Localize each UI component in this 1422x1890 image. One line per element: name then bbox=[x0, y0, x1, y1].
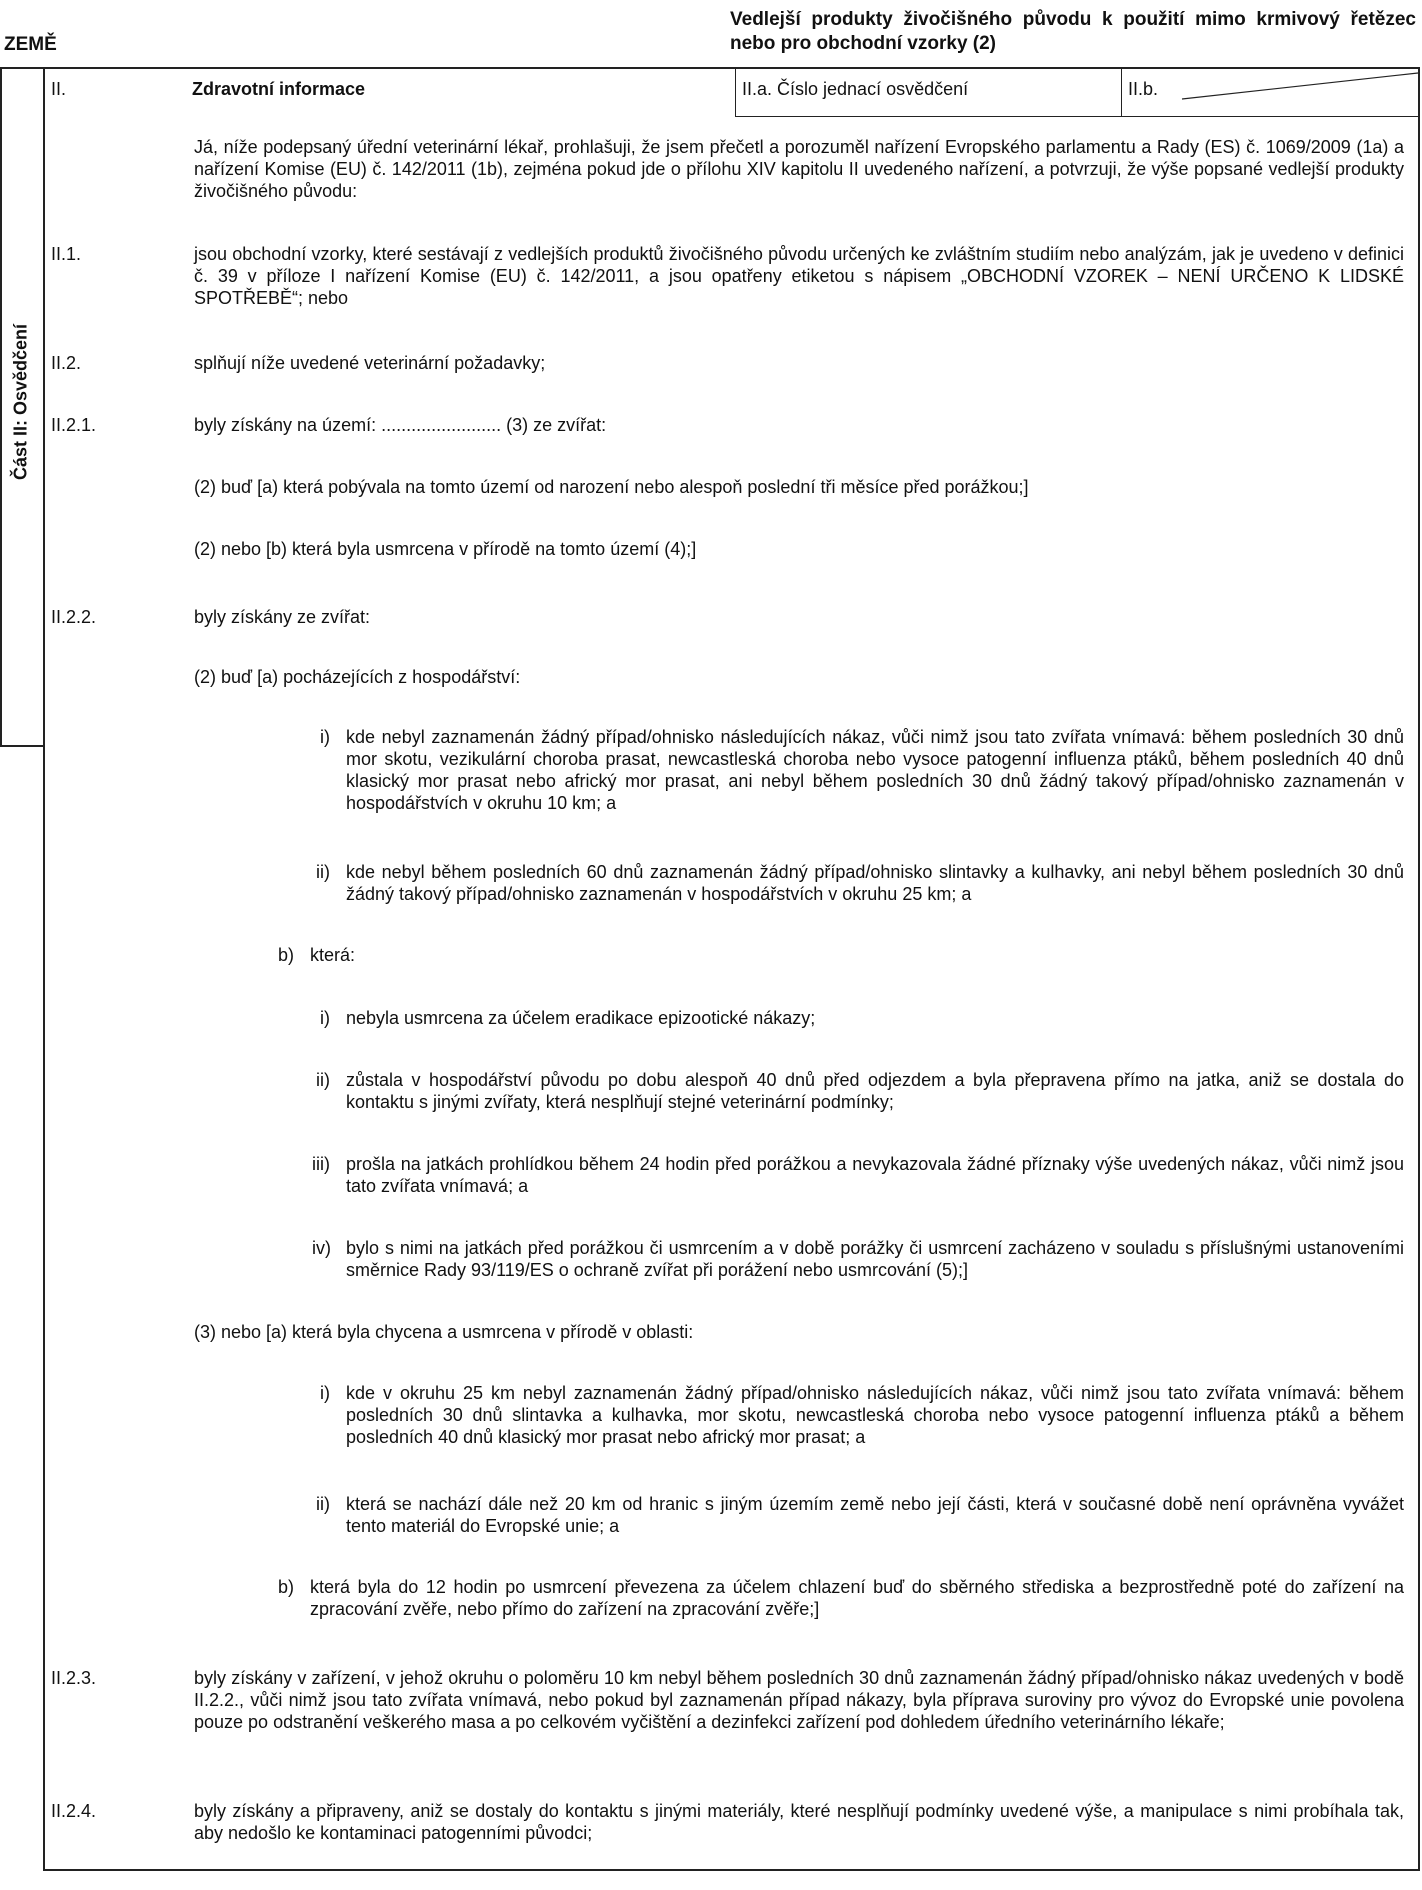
item-number: II.2. bbox=[51, 353, 82, 373]
item-text: jsou obchodní vzorky, které sestávají z vedlejších produktů živočišného původu určených ke zvláštním studiím nebo analýzám, jak je uvedeno v definici č. 39 v příloze I nařízení Komise (EU) č. 142/2011, a jsou opatřeny etiketou s nápisem „OBCHODNÍ VZOREK – NENÍ URČENO K LIDSKÉ SPOTŘEBĚ“; nebo bbox=[194, 244, 1404, 308]
item-text: byly získány v zařízení, v jehož okruhu o poloměru 10 km nebyl během posledních 30 dnů zaznamenán žádný případ/ohnisko nákaz uvedených v bodě II.2.2., vůči nimž jsou tato zvířata vnímavá, nebo pokud byl zaznamenán případ nákazy, byla příprava suroviny pro vývoz do Evropské unie povolena pouze po odstranění veškerého masa a po celkovém vyčištění a dezinfekci zařízení pod dohledem úředního veterinárního lékaře; bbox=[194, 1668, 1404, 1732]
item-number: II.2.4. bbox=[51, 1801, 97, 1821]
item-text: byly získány ze zvířat: bbox=[194, 607, 371, 627]
item-number: II.1. bbox=[51, 244, 82, 264]
document-title: Vedlejší produkty živočišného původu k použití mimo krmivový řetězec nebo pro obchodní vzorky (2) bbox=[730, 9, 1416, 54]
subitem-text: prošla na jatkách prohlídkou během 24 hodin před porážkou a nevykazovala žádné příznaky výše uvedených nákaz, vůči nimž jsou tato zvířata vnímavá; a bbox=[346, 1154, 1404, 1196]
subitem-text: která se nachází dále než 20 km od hranic s jiným územím země nebo její části, která v současné době není oprávněna vyvážet tento materiál do Evropské unie; a bbox=[346, 1494, 1404, 1536]
side-label: Část II: Osvědčení bbox=[10, 323, 31, 481]
subitem-text: nebyla usmrcena za účelem eradikace epizootické nákazy; bbox=[346, 1008, 816, 1028]
subitem-number: iii) bbox=[312, 1154, 330, 1174]
section-number: II. bbox=[51, 79, 67, 99]
certificate-reference-cell bbox=[735, 67, 1122, 117]
subitem-text: která byla do 12 hodin po usmrcení převezena za účelem chlazení buď do sběrného střediska a bezprostředně poté do zařízení na zpracování zvěře, nebo přímo do zařízení na zpracování zvěře;] bbox=[310, 1577, 1404, 1619]
subitem-number: ii) bbox=[316, 1070, 330, 1090]
country-label: ZEMĚ bbox=[4, 34, 57, 55]
option-c: (3) nebo [a) která byla chycena a usmrcena v přírodě v oblasti: bbox=[194, 1322, 694, 1342]
item-number: II.2.3. bbox=[51, 1668, 97, 1688]
subitem-text: která: bbox=[310, 945, 356, 965]
section-b-cell bbox=[1122, 67, 1420, 117]
item-text: splňují níže uvedené veterinární požadavky; bbox=[194, 353, 546, 373]
subitem-number: i) bbox=[320, 1008, 330, 1028]
subitem-number: b) bbox=[278, 945, 295, 965]
subitem-number: ii) bbox=[316, 1494, 330, 1514]
subitem-number: i) bbox=[320, 727, 330, 747]
item-number: II.2.1. bbox=[51, 415, 97, 435]
section-header-row bbox=[43, 67, 1420, 117]
subitem-text: kde nebyl zaznamenán žádný případ/ohnisko následujících nákaz, vůči nimž jsou tato zvířata vnímavá: během posledních 30 dnů mor skotu, vezikulární choroba prasat, newcastleská choroba nebo vysoce patogenní influenza ptáků, během posledních 40 dnů klasický mor prasat nebo africký mor prasat, ani nebyl během posledních 30 dnů žádný takový případ/ohnisko zaznamenán v hospodářstvích v okruhu 10 km; a bbox=[346, 727, 1404, 813]
subitem-number: ii) bbox=[316, 862, 330, 882]
option-a: (2) buď [a) která pobývala na tomto území od narození nebo alespoň poslední tři měsíce před porážkou;] bbox=[194, 477, 1029, 497]
item-text: byly získány na území: ........................ (3) ze zvířat: bbox=[194, 415, 607, 435]
item-text: byly získány a připraveny, aniž se dostaly do kontaktu s jinými materiály, které nesplňují podmínky uvedené výše, a manipulace s nimi probíhala tak, aby nedošlo ke kontaminaci patogenními původci; bbox=[194, 1801, 1404, 1843]
certificate-reference-label: II.a. Číslo jednací osvědčení bbox=[742, 79, 969, 99]
option-b: (2) nebo [b) která byla usmrcena v přírodě na tomto území (4);] bbox=[194, 539, 697, 559]
subitem-text: bylo s nimi na jatkách před porážkou či usmrcením a v době porážky či usmrcení zacházeno v souladu s příslušnými ustanoveními směrnice Rady 93/119/ES o ochraně zvířat při porážení nebo usmrcování (5);] bbox=[346, 1238, 1404, 1280]
subitem-number: b) bbox=[278, 1577, 295, 1597]
subitem-number: iv) bbox=[312, 1238, 331, 1258]
subitem-text: kde nebyl během posledních 60 dnů zaznamenán žádný případ/ohnisko slintavky a kulhavky, ani nebyl během posledních 30 dnů žádný takový případ/ohnisko zaznamenán v hospodářstvích v okruhu 25 km; a bbox=[346, 862, 1404, 904]
subitem-number: i) bbox=[320, 1383, 330, 1403]
diagonal-line-icon bbox=[1122, 67, 1420, 117]
subitem-text: zůstala v hospodářství původu po dobu alespoň 40 dnů před odjezdem a byla přepravena přímo na jatka, aniž se dostala do kontaktu s jinými zvířaty, která nesplňují stejné veterinární podmínky; bbox=[346, 1070, 1404, 1112]
section-title: Zdravotní informace bbox=[192, 79, 366, 99]
item-number: II.2.2. bbox=[51, 607, 97, 627]
section-b-label: II.b. bbox=[1128, 79, 1159, 99]
subitem-text: kde v okruhu 25 km nebyl zaznamenán žádný případ/ohnisko následujících nákaz, vůči nimž jsou tato zvířata vnímavá: během posledních 30 dnů slintavka a kulhavka, mor skotu, newcastleská choroba nebo vysoce patogenní influenza ptáků a během posledních 40 dnů klasický mor prasat nebo africký mor prasat; a bbox=[346, 1383, 1404, 1447]
intro-paragraph: Já, níže podepsaný úřední veterinární lékař, prohlašuji, že jsem přečetl a porozuměl nařízení Evropského parlamentu a Rady (ES) č. 1069/2009 (1a) a nařízení Komise (EU) č. 142/2011 (1b), zejména pokud jde o přílohu XIV kapitolu II uvedeného nařízení, a potvrzuji, že výše popsané vedlejší produkty živočišného původu: bbox=[194, 137, 1404, 201]
option-a: (2) buď [a) pocházejících z hospodářství: bbox=[194, 667, 521, 687]
